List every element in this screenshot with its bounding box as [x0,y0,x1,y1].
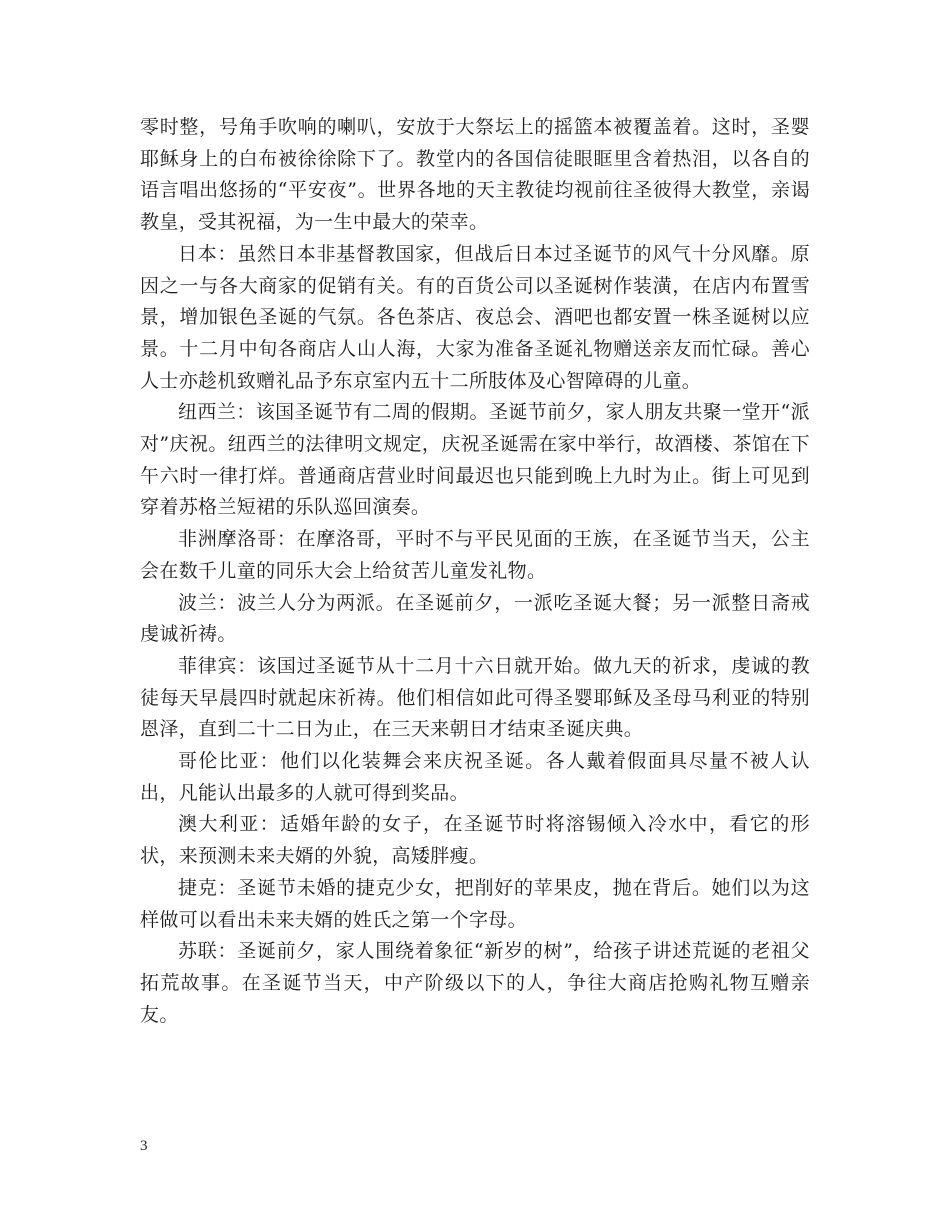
paragraph-colombia: 哥伦比亚：他们以化装舞会来庆祝圣诞。各人戴着假面具尽量不被人认出，凡能认出最多的人就可得到奖品。 [140,750,810,804]
paragraph-australia: 澳大利亚：适婚年龄的女子，在圣诞节时将溶锡倾入冷水中，看它的形状，来预测未来夫婿的外貌，高矮胖瘦。 [140,813,810,868]
paragraph-continuation: 零时整，号角手吹响的喇叭，安放于大祭坛上的摇篮本被覆盖着。这时，圣婴耶稣身上的白布被徐徐除下了。教堂内的各国信徒眼眶里含着热泪，以各自的语言唱出悠扬的“平安夜”。世界各地的天主教徒均视前往圣彼得大教堂，亲谒教皇，受其祝福，为一生中最大的荣幸。 [140,116,810,234]
paragraph-morocco: 非洲摩洛哥：在摩洛哥，平时不与平民见面的王族，在圣诞节当天，公主会在数千儿童的同乐大会上给贫苦儿童发礼物。 [140,528,810,582]
body-text [140,112,810,1031]
paragraph-soviet-union: 苏联：圣诞前夕，家人围绕着象征“新岁的树”，给孩子讲述荒诞的老祖父拓荒故事。在圣诞节当天，中产阶级以下的人，争往大商店抢购礼物互赠亲友。 [140,940,810,1026]
paragraph-philippines: 菲律宾：该国过圣诞节从十二月十六日就开始。做九天的祈求，虔诚的教徒每天早晨四时就起床祈祷。他们相信如此可得圣婴耶稣及圣母马利亚的特别恩泽，直到二十二日为止，在三天来朝日才结束圣诞庆典。 [140,654,810,741]
paragraph-new-zealand: 纽西兰：该国圣诞节有二周的假期。圣诞节前夕，家人朋友共聚一堂开“派对”庆祝。纽西兰的法律明文规定，庆祝圣诞需在家中举行，故酒楼、茶馆在下午六时一律打烊。普通商店营业时间最迟也只能到晚上九时为止。街上可见到穿着苏格兰短裙的乐队巡回演奏。 [140,401,810,519]
paragraph-poland: 波兰：波兰人分为两派。在圣诞前夕，一派吃圣诞大餐；另一派整日斋戒虔诚祈祷。 [140,591,810,646]
page-number: 3 [140,1138,148,1154]
paragraph-japan: 日本：虽然日本非基督教国家，但战后日本过圣诞节的风气十分风靡。原因之一与各大商家的促销有关。有的百货公司以圣诞树作装潢，在店内布置雪景，增加银色圣诞的气氛。各色茶店、夜总会、酒吧也都安置一株圣诞树以应景。十二月中旬各商店人山人海，大家为准备圣诞礼物赠送亲友而忙碌。善心人士亦趁机致赠礼品予东京室内五十二所肢体及心智障碍的儿童。 [140,242,810,392]
paragraph-czech: 捷克：圣诞节未婚的捷克少女，把削好的苹果皮，抛在背后。她们以为这样做可以看出未来夫婿的姓氏之第一个字母。 [140,876,810,931]
